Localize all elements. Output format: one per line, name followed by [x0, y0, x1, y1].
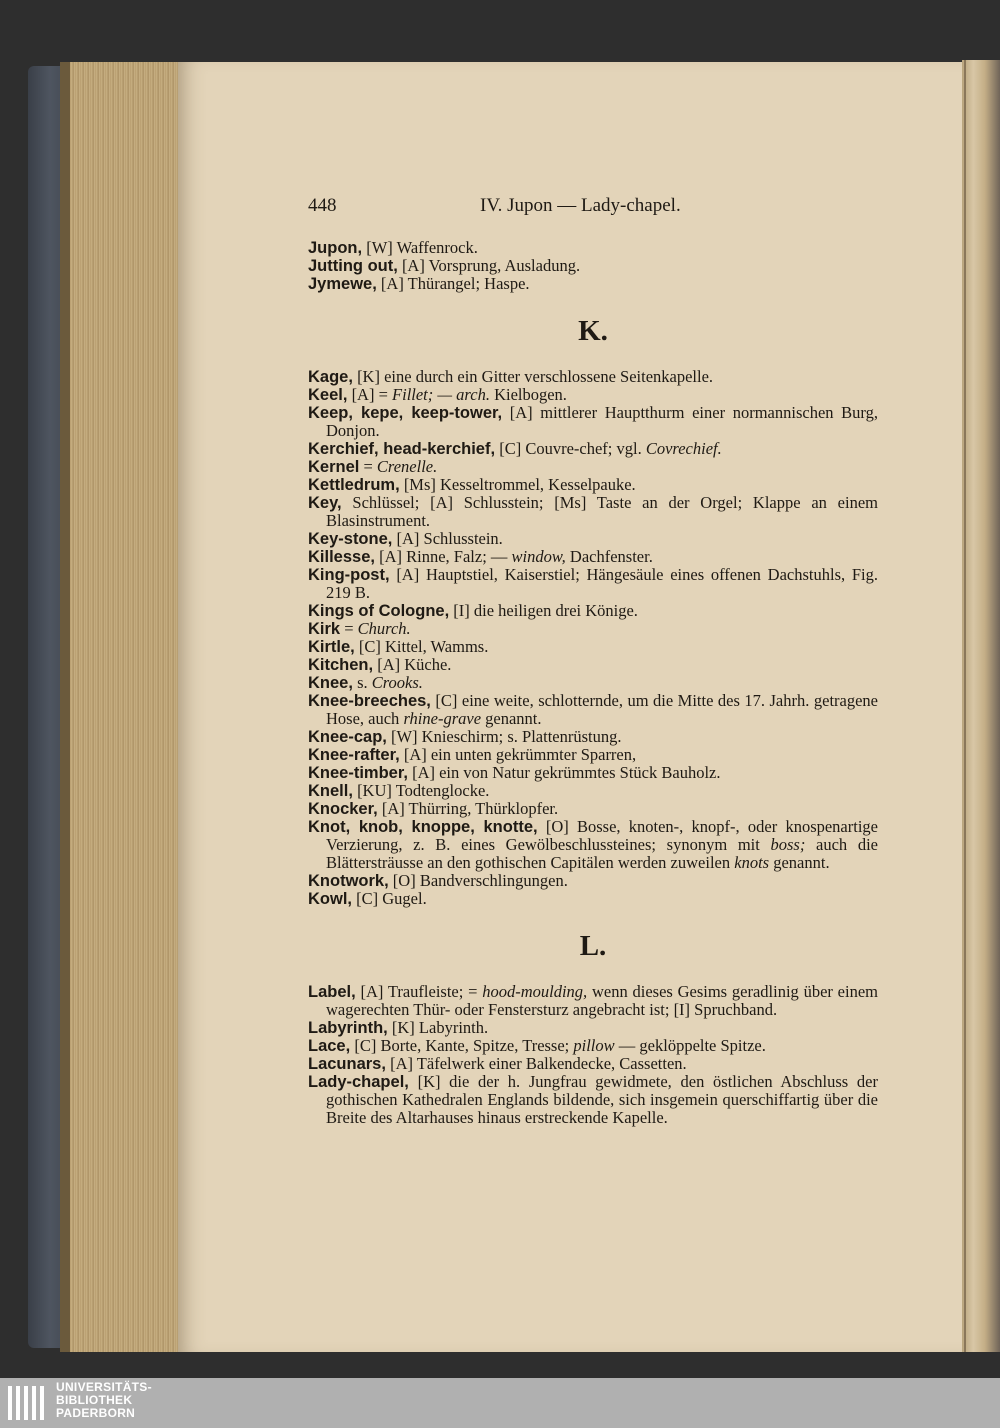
entry-italic-text: pillow [573, 1036, 615, 1055]
entry-text: [C] Kittel, Wamms. [354, 637, 489, 656]
entry-headword: Knocker, [308, 800, 378, 818]
entry-headword: Lady-chapel, [308, 1073, 409, 1091]
entry-italic-text: window, [511, 547, 566, 566]
entry-italic-text: knots [734, 853, 770, 872]
dictionary-entry [308, 890, 878, 908]
entry-italic-text: Covrechief. [645, 439, 722, 458]
dictionary-entry [308, 368, 878, 386]
dictionary-entry [308, 800, 878, 818]
entry-headword: Knotwork, [308, 872, 389, 890]
entry-text: [A] Thürring, Thürklopfer. [377, 799, 559, 818]
dictionary-entry [308, 782, 878, 800]
dictionary-entry [308, 440, 878, 458]
dictionary-entry [308, 620, 878, 638]
entry-italic-text: Crenelle. [376, 457, 438, 476]
page-content [308, 195, 878, 1127]
entry-headword: Kirtle, [308, 638, 355, 656]
entry-text: [A] Schlusstein. [392, 529, 503, 548]
entry-headword: Kage, [308, 368, 353, 386]
dictionary-entry [308, 257, 878, 275]
entry-text: [A] ein unten gekrümmter Sparren, [399, 745, 637, 764]
entry-text: [Ms] Kesseltrommel, Kesselpauke. [399, 475, 636, 494]
entry-headword: Jutting out, [308, 257, 398, 275]
dictionary-entry [308, 1019, 878, 1037]
entry-text: Dachfenster. [565, 547, 653, 566]
entry-italic-text: Crooks. [371, 673, 423, 692]
entry-text: [C] Gugel. [352, 889, 427, 908]
entry-text: [A] Küche. [373, 655, 452, 674]
dictionary-entry [308, 656, 878, 674]
entry-text: [W] Knieschirm; s. Plattenrüstung. [386, 727, 622, 746]
entry-text: = [340, 619, 358, 638]
entry-headword: Lacunars, [308, 1055, 386, 1073]
entry-headword: Knee-timber, [308, 764, 408, 782]
dictionary-entry [308, 674, 878, 692]
entry-text: [KU] Todtenglocke. [352, 781, 490, 800]
dictionary-entry [308, 386, 878, 404]
entry-text: [C] Borte, Kante, Spitze, Tresse; [350, 1036, 574, 1055]
dictionary-entry [308, 1055, 878, 1073]
entry-italic-text: hood-moulding, [482, 982, 588, 1001]
dictionary-entry [308, 728, 878, 746]
library-name-line1: UNIVERSITÄTS- [56, 1380, 152, 1394]
dictionary-entry [308, 239, 878, 257]
dictionary-entry [308, 530, 878, 548]
dictionary-entry [308, 692, 878, 728]
entry-text: — geklöppelte Spitze. [614, 1036, 766, 1055]
entry-text: [A] Thürangel; Haspe. [376, 274, 530, 293]
entry-headword: Jupon, [308, 239, 363, 257]
next-page-edge [962, 60, 1000, 1352]
entry-text: [K] Labyrinth. [387, 1018, 489, 1037]
library-name-line3: PADERBORN [56, 1406, 136, 1420]
entry-headword: Keel, [308, 386, 348, 404]
entry-headword: Key, [308, 494, 342, 512]
entry-text: [A] Rinne, Falz; — [374, 547, 512, 566]
entry-headword: Key-stone, [308, 530, 393, 548]
library-logo-icon [6, 1382, 46, 1424]
entry-text: genannt. [769, 853, 830, 872]
dictionary-entry [308, 746, 878, 764]
dictionary-entry [308, 638, 878, 656]
running-head [308, 195, 878, 225]
entry-italic-text: boss; [770, 835, 806, 854]
entry-text: Schlüssel; [A] Schlusstein; [Ms] Taste an der Orgel; Klappe an einem Blasinstrument. [326, 493, 878, 530]
entry-text: [A] ein von Natur gekrümmtes Stück Bauholz. [407, 763, 721, 782]
entry-headword: Jymewe, [308, 275, 377, 293]
entry-headword: Kitchen, [308, 656, 374, 674]
dictionary-entry [308, 872, 878, 890]
entry-text: genannt. [481, 709, 542, 728]
entry-headword: Knee-cap, [308, 728, 387, 746]
entry-headword: Kernel [308, 458, 360, 476]
entry-text: s. [352, 673, 372, 692]
entry-headword: Knee-rafter, [308, 746, 400, 764]
entry-headword: Kowl, [308, 890, 352, 908]
dictionary-entry [308, 983, 878, 1019]
dictionary-entry [308, 602, 878, 620]
page-edges-shadow [60, 62, 70, 1352]
entry-text: Kielbogen. [489, 385, 567, 404]
entry-text: [W] Waffenrock. [362, 238, 478, 257]
dictionary-entry [308, 404, 878, 440]
entry-text: [A] Vorsprung, Ausladung. [397, 256, 581, 275]
section-letter-l: L. [579, 930, 607, 962]
running-title: IV. Jupon — Lady-chapel. [480, 195, 681, 216]
entry-text: [K] eine durch ein Gitter verschlossene Seitenkapelle. [352, 367, 714, 386]
entry-text: [A] mittlerer Hauptthurm einer normannischen Burg, Donjon. [326, 403, 878, 440]
section-letter-k: K. [578, 315, 608, 347]
entry-text: = [359, 457, 377, 476]
entry-text: [A] = [347, 385, 393, 404]
dictionary-entry [308, 566, 878, 602]
entry-headword: Kettledrum, [308, 476, 400, 494]
entries-l [308, 983, 878, 1127]
entry-headword: Kirk [308, 620, 341, 638]
entry-headword: Killesse, [308, 548, 375, 566]
entry-text: [K] die der h. Jungfrau gewidmete, den östlichen Abschluss der gothischen Kathedralen Englands bildende, sich insgemein querschiffartig über die Breite des Altarhauses hinaus erstreckende Kapelle. [326, 1072, 878, 1127]
entry-headword: Knell, [308, 782, 353, 800]
dictionary-entry [308, 458, 878, 476]
entry-headword: Knot, knob, knoppe, knotte, [308, 818, 538, 836]
dictionary-entry [308, 1037, 878, 1055]
entry-text: [O] Bandverschlingungen. [388, 871, 568, 890]
entry-headword: Lace, [308, 1037, 351, 1055]
entries-k [308, 368, 878, 908]
entry-headword: Label, [308, 983, 356, 1001]
entry-text: [C] Couvre-chef; vgl. [495, 439, 646, 458]
entries-j [308, 239, 878, 293]
dictionary-entry [308, 275, 878, 293]
dictionary-entry [308, 818, 878, 872]
page-edges [60, 62, 182, 1352]
entry-italic-text: rhine-grave [403, 709, 482, 728]
page-number: 448 [308, 195, 337, 216]
entry-italic-text: Church. [357, 619, 411, 638]
page-gutter-line [964, 60, 966, 1352]
entry-headword: Keep, kepe, keep-tower, [308, 404, 503, 422]
entry-text: [O] Bosse, knoten-, knopf-, oder knospenartige Verzierung, z. B. eines Gewölbeschlussteines; synonym mit [326, 817, 878, 854]
dictionary-entry [308, 548, 878, 566]
entry-text: [A] Täfelwerk einer Balkendecke, Cassetten. [385, 1054, 687, 1073]
library-name [56, 1381, 152, 1420]
entry-text: wenn dieses Gesims geradlinig über einem wagerechten Thür- oder Fenstersturz angebracht ist; [I] Spruchband. [326, 982, 878, 1019]
entry-headword: King-post, [308, 566, 390, 584]
entry-text: auch die Blättersträusse an den gothischen Capitälen werden zuweilen [326, 835, 878, 872]
dictionary-entry [308, 494, 878, 530]
entry-italic-text: Fillet; — arch. [392, 385, 490, 404]
dictionary-entry [308, 476, 878, 494]
entry-headword: Knee, [308, 674, 353, 692]
entry-headword: Kings of Cologne, [308, 602, 450, 620]
entry-headword: Labyrinth, [308, 1019, 388, 1037]
library-name-line2: BIBLIOTHEK [56, 1393, 133, 1407]
dictionary-entry [308, 1073, 878, 1127]
entry-text: [I] die heiligen drei Könige. [449, 601, 638, 620]
entry-text: [C] eine weite, schlotternde, um die Mitte des 17. Jahrh. getragene Hose, auch [326, 691, 878, 728]
entry-headword: Kerchief, head-kerchief, [308, 440, 496, 458]
entry-headword: Knee-breeches, [308, 692, 431, 710]
dictionary-entry [308, 764, 878, 782]
entry-text: [A] Hauptstiel, Kaiserstiel; Hängesäule eines offenen Dachstuhls, Fig. 219 B. [326, 565, 878, 602]
entry-text: [A] Traufleiste; = [355, 982, 483, 1001]
